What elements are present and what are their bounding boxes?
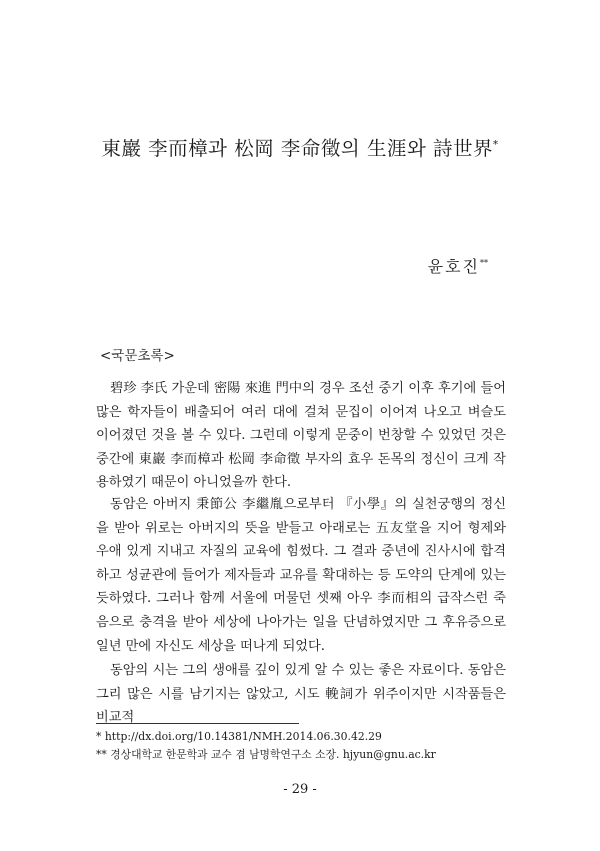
abstract-paragraph: 동암의 시는 그의 생애를 깊이 있게 알 수 있는 좋은 자료이다. 동암은 그리 많은 시를 남기지는 않았고, 시도 輓詞가 위주이지만 시작품들은 비교적 xyxy=(96,663,506,726)
footnote-author-affiliation: ** 경상대학교 한문학과 교수 겸 남명학연구소 소장. hjyun@gnu.ac.kr xyxy=(96,748,436,761)
abstract-paragraph-1-block xyxy=(96,377,506,495)
paper-title xyxy=(60,133,540,161)
footnote-doi: * http://dx.doi.org/10.14381/NMH.2014.06.30.42.29 xyxy=(96,730,382,743)
abstract-paragraph: 동암은 아버지 秉節公 李繼胤으로부터 『小學』의 실천궁행의 정신을 받아 위로는 아버지의 뜻을 받들고 아래로는 五友堂을 지어 형제와 우애 있게 지내고 자질의 교육에 힘썼다. 그 결과 중년에 진사시에 합격하고 성균관에 들어가 제자들과 교유를 확대하는 등 도약의 단계에 있는 듯하였다. 그러나 함께 서울에 머물던 셋째 아우 李而相의 급작스런 죽음으로 충격을 받아 세상에 나아가는 일을 단념하였지만 그 후유증으로 일년 만에 자신도 세상을 떠나게 되었다. xyxy=(96,497,506,654)
page-number: - 29 - xyxy=(283,782,317,797)
footnote-divider xyxy=(96,723,299,724)
paper-title-text: 東巖 李而樟과 松岡 李命徵의 生涯와 詩世界 xyxy=(101,137,493,160)
author-footnote-marker: ** xyxy=(480,258,488,268)
abstract-paragraph-3-block xyxy=(96,659,506,730)
author-line xyxy=(428,254,488,277)
title-footnote-marker: * xyxy=(493,139,499,151)
abstract-paragraph-2-block xyxy=(96,493,506,658)
author-name: 윤호진 xyxy=(427,257,480,276)
abstract-paragraph: 碧珍 李氏 가운데 密陽 來進 門中의 경우 조선 중기 이후 후기에 들어 많은 학자들이 배출되어 여러 대에 걸쳐 문집이 이어져 나오고 벼슬도 이어졌던 것을 볼 수 있다. 그런데 이렇게 문중이 번창할 수 있었던 것은 중간에 東巖 李而樟과 松岡 李命徵 부자의 효우 돈목의 정신이 크게 작용하였기 때문이 아니었을까 한다. xyxy=(96,381,506,491)
abstract-heading: <국문초록> xyxy=(100,348,175,364)
